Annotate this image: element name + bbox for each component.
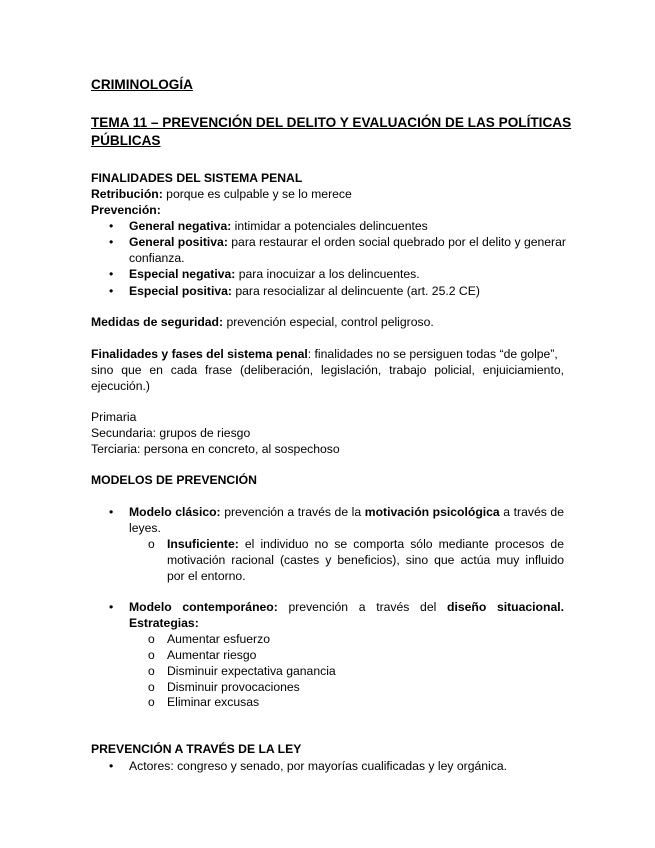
fases-line-2: sino que en cada frase (deliberación, legislación, trabajo policial, enjuiciamiento, (91, 363, 564, 377)
modelo-clasico-bold: motivación psicológica (364, 505, 500, 519)
modelo-contemporaneo-bold: diseño situacional. (447, 600, 564, 614)
circle-bullet: o (148, 648, 155, 662)
list-item-continuation: confianza. (129, 251, 185, 265)
item-text: para restaurar el orden social quebrado por el delito y generar (227, 235, 566, 249)
tema-title-line-1: TEMA 11 – PREVENCIÓN DEL DELITO Y EVALUACIÓN DE LAS POLÍTICAS (91, 115, 572, 130)
document-title: CRIMINOLOGÍA (91, 77, 193, 92)
nivel-terciaria: Terciaria: persona en concreto, al sospechoso (91, 442, 340, 456)
item-label: Especial negativa: (129, 267, 236, 281)
nivel-secundaria: Secundaria: grupos de riesgo (91, 426, 251, 440)
prevencion-label-text: Prevención: (91, 203, 161, 217)
bullet: • (109, 267, 114, 281)
bullet: • (109, 284, 114, 298)
estrategia-item: Disminuir expectativa ganancia (167, 664, 336, 678)
circle-bullet: o (148, 680, 155, 694)
estrategia-item: Eliminar excusas (167, 695, 260, 709)
item-text: para inocuizar a los delincuentes. (235, 267, 420, 281)
retribucion-line (91, 186, 352, 202)
modelo-clasico-label: Modelo clásico: (129, 505, 221, 519)
modelos-heading: MODELOS DE PREVENCIÓN (91, 473, 257, 487)
ley-item: Actores: congreso y senado, por mayorías cualificadas y ley orgánica. (129, 759, 508, 773)
nivel-primaria: Primaria (91, 410, 137, 424)
fases-line-1 (91, 346, 558, 362)
insuficiente-label: Insuficiente: (167, 537, 239, 551)
bullet: • (109, 759, 114, 773)
fases-text: : finalidades no se persiguen todas “de golpe”, (307, 347, 558, 361)
insuficiente-line-1 (167, 536, 564, 552)
prevencion-label (91, 202, 161, 218)
item-label: Especial positiva: (129, 284, 232, 298)
medidas-text: prevención especial, control peligroso. (223, 315, 434, 329)
fases-line-3: ejecución.) (91, 379, 150, 393)
modelo-clasico-text: prevención a través de la (220, 505, 365, 519)
item-text: intimidar a potenciales delincuentes (231, 219, 428, 233)
estrategias-label-text: Estrategias: (129, 616, 199, 630)
insuficiente-text: el individuo no se comporta sólo mediante procesos de (238, 537, 564, 551)
circle-bullet: o (148, 664, 155, 678)
bullet: • (109, 505, 114, 519)
retribucion-label: Retribución: (91, 187, 163, 201)
medidas-line (91, 314, 434, 330)
retribucion-text: porque es culpable y se lo merece (162, 187, 352, 201)
circle-bullet: o (148, 695, 155, 709)
modelo-clasico-line-2: leyes. (129, 521, 161, 535)
item-label: General negativa: (129, 219, 232, 233)
bullet: • (109, 600, 114, 614)
circle-bullet: o (148, 537, 155, 551)
modelo-contemporaneo-line-1 (129, 599, 564, 615)
list-item (129, 218, 428, 234)
medidas-label: Medidas de seguridad: (91, 315, 224, 329)
tema-title-line-2: PÚBLICAS (91, 133, 161, 148)
bullet: • (109, 235, 114, 249)
estrategia-item: Aumentar esfuerzo (167, 632, 270, 646)
finalidades-heading: FINALIDADES DEL SISTEMA PENAL (91, 171, 303, 185)
ley-heading: PREVENCIÓN A TRAVÉS DE LA LEY (91, 742, 302, 756)
estrategia-item: Aumentar riesgo (167, 648, 257, 662)
estrategias-label (129, 615, 199, 631)
modelo-clasico-line-1 (129, 504, 564, 520)
item-text: para resocializar al delincuente (art. 25.2 CE) (231, 284, 480, 298)
modelo-contemporaneo-label: Modelo contemporáneo: (129, 600, 278, 614)
insuficiente-line-3: por el entorno. (167, 569, 246, 583)
insuficiente-line-2: motivación racional (castes y beneficios), sino que actúa muy influido (167, 553, 564, 567)
list-item (129, 234, 566, 250)
estrategia-item: Disminuir provocaciones (167, 680, 300, 694)
list-item (129, 283, 480, 299)
fases-label: Finalidades y fases del sistema penal (91, 347, 308, 361)
item-label: General positiva: (129, 235, 228, 249)
modelo-contemporaneo-text: prevención a través del (277, 600, 447, 614)
list-item (129, 266, 420, 282)
modelo-clasico-text-b: a través de (499, 505, 564, 519)
bullet: • (109, 219, 114, 233)
circle-bullet: o (148, 632, 155, 646)
